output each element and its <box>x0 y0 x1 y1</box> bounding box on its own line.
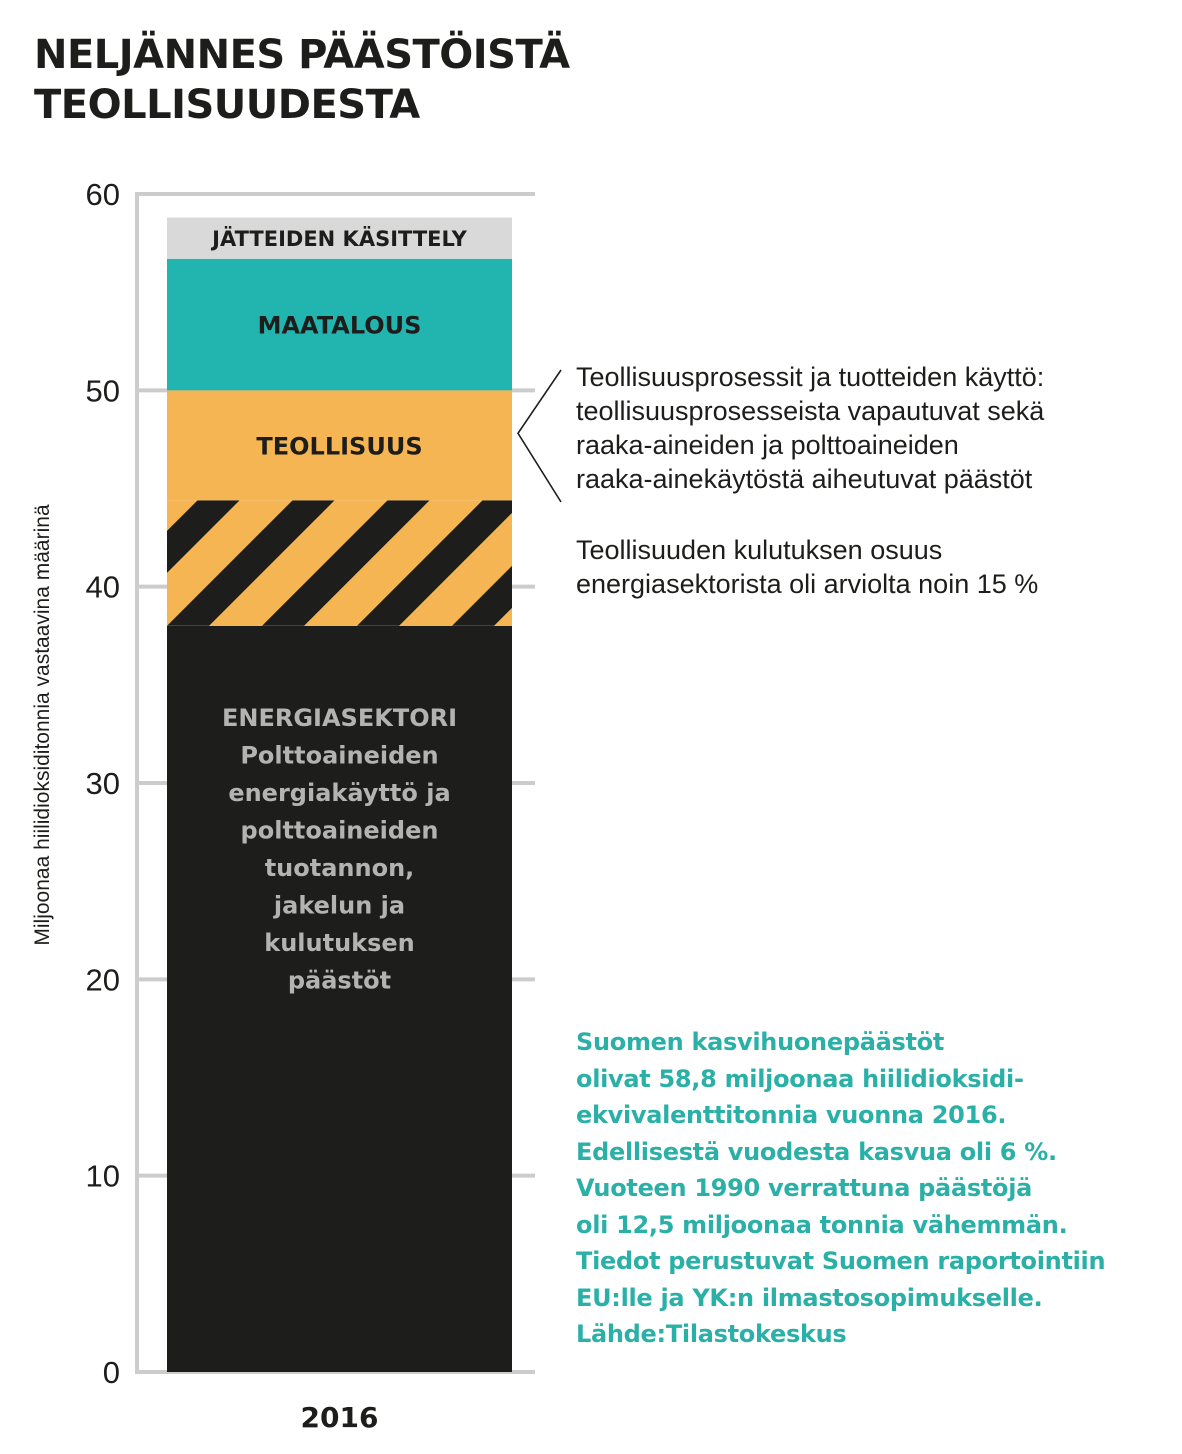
x-category-label: 2016 <box>300 1401 379 1434</box>
info-line: ekvivalenttitonnia vuonna 2016. <box>576 1101 1007 1129</box>
info-line: EU:lle ja YK:n ilmastosopimukselle. <box>576 1283 1043 1312</box>
industry-process-note <box>576 360 1044 496</box>
chart-title-line: TEOLLISUUDESTA <box>34 82 420 128</box>
source-note: Lähde:Tilastokeskus <box>576 1320 847 1348</box>
info-line: olivat 58,8 miljoonaa hiilidioksidi- <box>576 1064 1024 1093</box>
note-line: Teollisuusprosessit ja tuotteiden käyttö: <box>576 362 1045 392</box>
y-tick-label: 0 <box>102 1355 120 1390</box>
note-line: raaka-aineiden ja polttoaineiden <box>576 430 959 460</box>
info-line: oli 12,5 miljoonaa tonnia vähemmän. <box>576 1210 1068 1239</box>
info-line: Suomen kasvihuonepäästöt <box>576 1028 945 1056</box>
note-line: energiasektorista oli arviolta noin 15 % <box>576 569 1039 599</box>
segment-label-energy-line: polttoaineiden <box>240 816 439 845</box>
note-line: teollisuusprosesseista vapautuvat sekä <box>576 396 1045 426</box>
y-axis-label: Miljoonaa hiilidioksiditonnia vastaavina määrinä <box>31 504 54 946</box>
segment-label-energy-line: jakelun ja <box>273 891 406 920</box>
bar-segment <box>167 626 512 1372</box>
info-line: Edellisestä vuodesta kasvua oli 6 %. <box>576 1137 1057 1166</box>
segment-label-industry: TEOLLISUUS <box>256 432 423 461</box>
info-text <box>576 1024 1105 1316</box>
segment-label-energy-line: Polttoaineiden <box>240 741 439 770</box>
y-tick-label: 50 <box>85 373 120 409</box>
chart-title-line: NELJÄNNES PÄÄSTÖISTÄ <box>34 32 570 78</box>
info-line: Vuoteen 1990 verrattuna päästöjä <box>576 1174 1033 1202</box>
hatch-stripe <box>0 500 145 626</box>
y-tick-label: 20 <box>85 962 120 998</box>
note-line: Teollisuuden kulutuksen osuus <box>576 535 943 565</box>
segment-label-energy: ENERGIASEKTORI <box>221 704 458 732</box>
y-tick-label: 30 <box>85 766 120 801</box>
segment-label-energy-line: tuotannon, <box>264 854 415 882</box>
segment-label-energy-line: kulutuksen <box>264 929 415 957</box>
segment-label-energy-line: energiakäyttö ja <box>228 779 451 807</box>
y-tick-label: 10 <box>85 1158 120 1194</box>
note-line: raaka-ainekäytöstä aiheutuvat päästöt <box>576 464 1033 494</box>
industry-energy-note <box>576 533 1038 601</box>
hatch-stripe <box>0 500 50 626</box>
segment-label-energy-line: päästöt <box>287 966 392 995</box>
y-tick-label: 40 <box>85 569 120 605</box>
segment-label-agriculture: MAATALOUS <box>257 311 422 340</box>
segment-label-waste: JÄTTEIDEN KÄSITTELY <box>212 227 467 252</box>
y-tick-label: 60 <box>85 177 120 212</box>
info-line: Tiedot perustuvat Suomen raportointiin <box>576 1247 1106 1275</box>
